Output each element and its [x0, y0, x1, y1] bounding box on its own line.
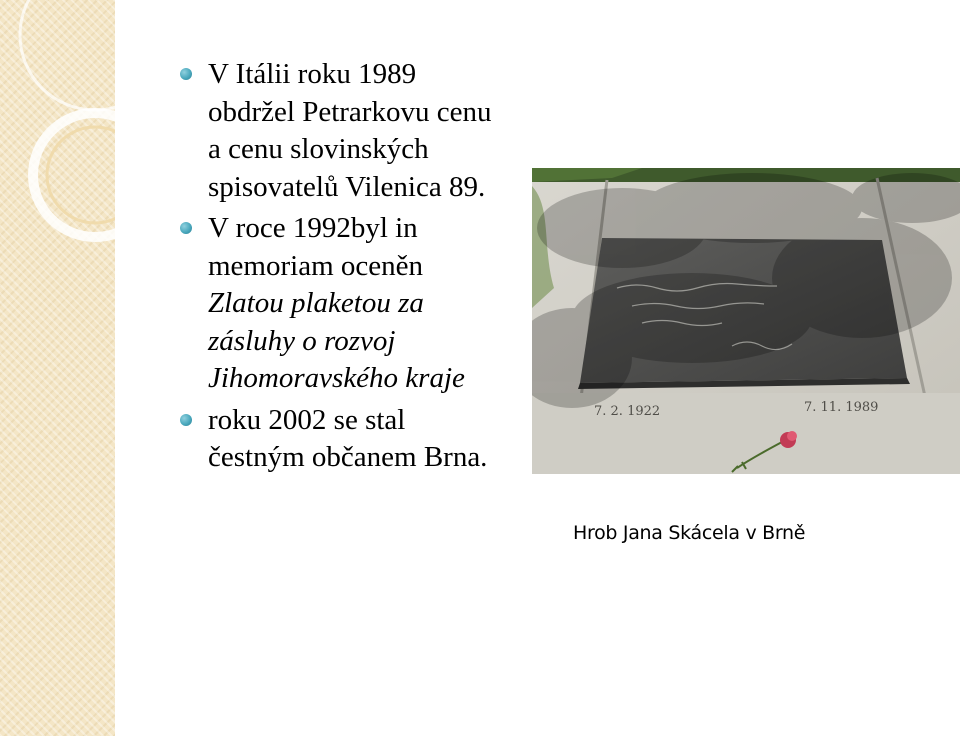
grave-photo	[532, 168, 960, 474]
bullet-text-italic: Zlatou plaketou za zásluhy o rozvoj Jihomoravského kraje	[208, 287, 465, 394]
photo-caption: Hrob Jana Skácela v Brně	[573, 522, 806, 544]
decorative-rings	[0, 0, 115, 736]
bullet-text: roku 2002 se stal čestným občanem Brna.	[208, 403, 488, 473]
bullet-icon	[180, 222, 192, 234]
bullet-list	[180, 56, 500, 481]
bullet-text: V roce 1992byl in memoriam oceněn	[208, 212, 423, 282]
bullet-item	[180, 210, 500, 398]
bullet-text: V Itálii roku 1989 obdržel Petrarkovu cenu a cenu slovinských spisovatelů Vilenica 89.	[208, 58, 492, 203]
bullet-item	[180, 402, 500, 477]
death-date: 7. 11. 1989	[804, 400, 879, 415]
bullet-icon	[180, 414, 192, 426]
bullet-icon	[180, 68, 192, 80]
decorative-side-strip	[0, 0, 115, 736]
grave-image	[532, 168, 960, 474]
birth-date: 7. 2. 1922	[594, 404, 661, 419]
bullet-item	[180, 56, 500, 206]
